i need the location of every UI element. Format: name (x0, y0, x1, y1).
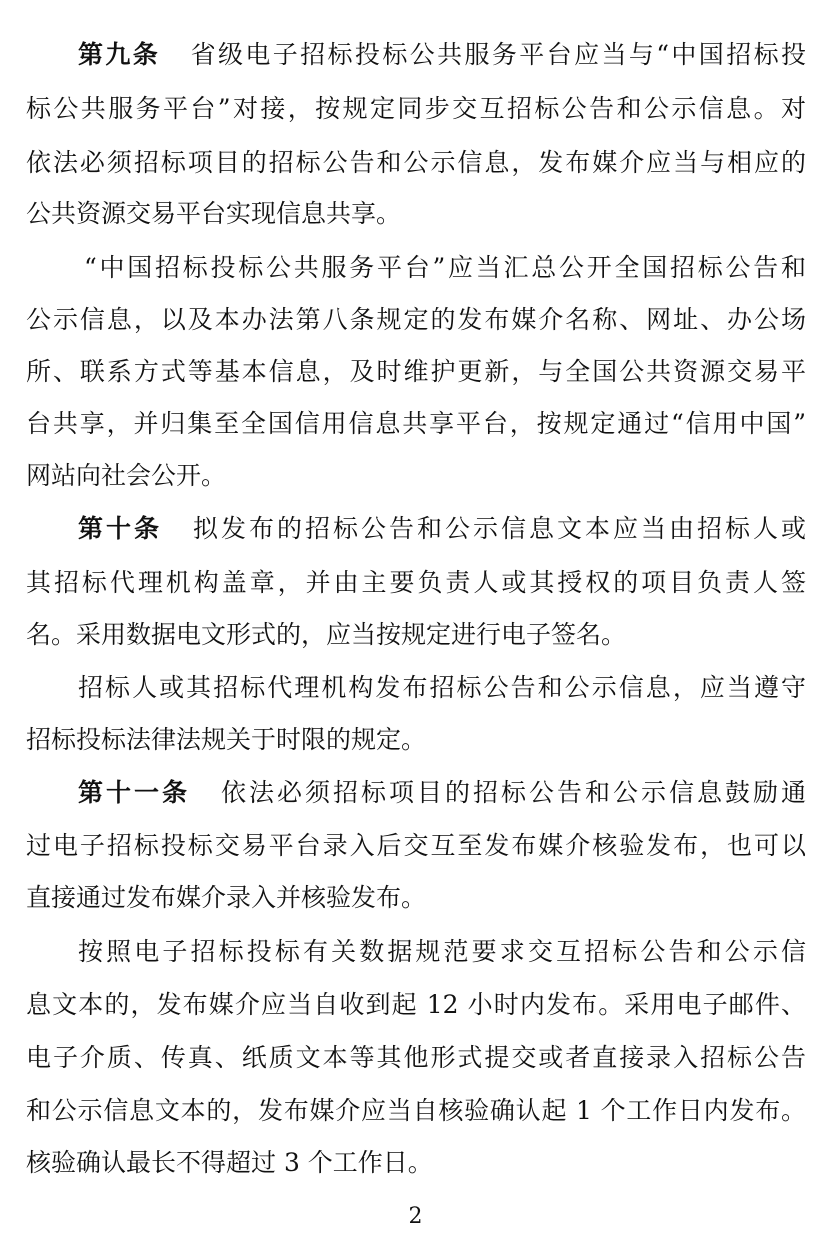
article-9-para-2-line-4: 台共享，并归集至全国信用信息共享平台，按规定通过“信用中国” (26, 409, 806, 438)
article-9-text: 省级电子招标投标公共服务平台应当与“中国招标投 (188, 40, 806, 69)
article-11-para-2-line-2: 息文本的，发布媒介应当自收到起 12 小时内发布。采用电子邮件、 (26, 990, 806, 1019)
article-9-line-4: 公共资源交易平台实现信息共享。 (26, 199, 402, 228)
article-9-para-2-line-3: 所、联系方式等基本信息，及时维护更新，与全国公共资源交易平 (26, 357, 806, 386)
article-9-line-1 (78, 40, 806, 70)
article-9-line-3: 依法必须招标项目的招标公告和公示信息，发布媒介应当与相应的 (26, 148, 806, 177)
article-9-heading: 第九条 (78, 40, 161, 69)
article-9-para-2-line-5: 网站向社会公开。 (26, 461, 227, 490)
article-10-para-2-line-2: 招标投标法律法规关于时限的规定。 (26, 725, 427, 754)
article-10-line-1 (78, 514, 806, 544)
article-11-para-2-line-3: 电子介质、传真、纸质文本等其他形式提交或者直接录入招标公告 (26, 1043, 806, 1072)
article-10-para-2-line-1: 招标人或其招标代理机构发布招标公告和公示信息，应当遵守 (78, 673, 806, 702)
article-11-text: 依法必须招标项目的招标公告和公示信息鼓励通 (218, 778, 806, 807)
article-11-para-2-line-4: 和公示信息文本的，发布媒介应当自核验确认起 1 个工作日内发布。 (26, 1096, 806, 1125)
article-9-para-2-line-2: 公示信息，以及本办法第八条规定的发布媒介名称、网址、办公场 (26, 305, 806, 334)
article-11-para-2-line-1: 按照电子招标投标有关数据规范要求交互招标公告和公示信 (78, 937, 806, 966)
article-9-line-2: 标公共服务平台”对接，按规定同步交互招标公告和公示信息。对 (26, 94, 806, 123)
article-11-line-3: 直接通过发布媒介录入并核验发布。 (26, 883, 427, 912)
article-10-line-3: 名。采用数据电文形式的，应当按规定进行电子签名。 (26, 620, 627, 649)
article-9-para-2-line-1: “中国招标投标公共服务平台”应当汇总公开全国招标公告和 (84, 253, 806, 282)
page-number: 2 (408, 1204, 423, 1229)
article-11-line-1 (78, 778, 806, 808)
article-11-line-2: 过电子招标投标交易平台录入后交互至发布媒介核验发布，也可以 (26, 831, 806, 860)
article-11-para-2-line-5: 核验确认最长不得超过 3 个工作日。 (26, 1148, 433, 1177)
article-10-text: 拟发布的招标公告和公示信息文本应当由招标人或 (190, 514, 806, 543)
article-11-heading: 第十一条 (78, 778, 190, 807)
article-10-heading: 第十条 (78, 514, 162, 543)
article-10-line-2: 其招标代理机构盖章，并由主要负责人或其授权的项目负责人签 (26, 568, 806, 597)
